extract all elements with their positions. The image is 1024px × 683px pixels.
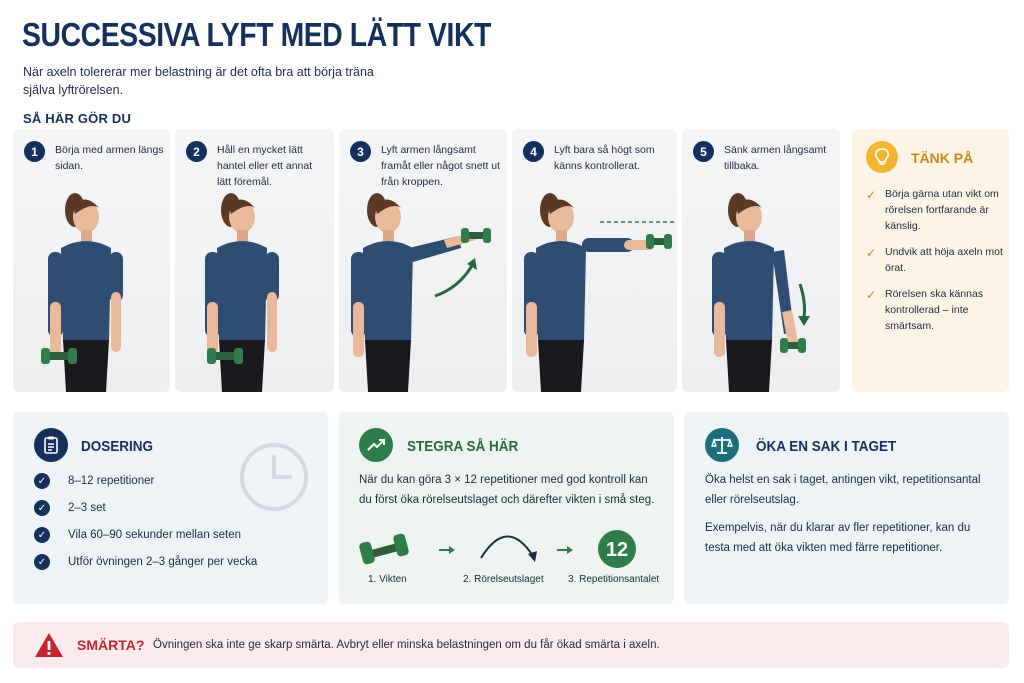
dosage-title: DOSERING: [81, 438, 154, 455]
arc-arrow-icon: [481, 536, 537, 562]
list-item: ✓ 2–3 set: [34, 500, 257, 527]
pain-title: SMÄRTA?: [77, 637, 145, 653]
caption-reps: 3. Repetitionsantalet: [568, 574, 660, 585]
progression-title: STEGRA SÅ HÄR: [407, 438, 519, 455]
person-lowering-arm-figure: [682, 192, 840, 392]
one-thing-title: ÖKA EN SAK I TAGET: [756, 438, 897, 455]
list-item: ✓ Börja gärna utan vikt om rörelsen fortfarande är känslig.: [866, 188, 999, 232]
intro-text: När axeln tolererar mer belastning är det ofta bra att börja träna själva lyftrörelsen.: [23, 65, 374, 97]
tips-title: TÄNK PÅ: [911, 150, 974, 166]
one-thing-paragraph-1: Öka helst en sak i taget, antingen vikt, repetitionsantal eller rörelseutslag.: [705, 474, 981, 506]
section-label: SÅ HÄR GÖR DU: [23, 111, 132, 126]
tips-list: [866, 186, 1004, 344]
scale-icon: [705, 428, 739, 462]
warning-icon: [34, 632, 64, 658]
list-item: ✓ Undvik att höja axeln mot örat.: [866, 246, 1003, 274]
step-number: 4: [523, 141, 544, 162]
step-number: 2: [186, 141, 207, 162]
person-holding-dumbbell-figure: [175, 192, 334, 392]
clipboard-icon: [34, 428, 68, 462]
tips-panel: [852, 129, 1009, 392]
check-icon: ✓: [34, 500, 50, 516]
list-item: ✓ Rörelsen ska kännas kontrollerad – inte smärtsam.: [866, 288, 984, 332]
step-card-1: [13, 129, 170, 392]
step-number: 3: [350, 141, 371, 162]
step-text: Börja med armen längs sidan.: [55, 144, 164, 172]
caption-weight: 1. Vikten: [368, 574, 407, 585]
person-arm-horizontal-figure: [512, 192, 677, 392]
progression-text: När du kan göra 3 × 12 repetitioner med god kontroll kan du först öka rörelseutslaget och därefter vikten i små steg.: [359, 474, 655, 506]
dosage-list: [34, 473, 257, 581]
pain-warning-banner: [13, 622, 1009, 668]
step-card-2: [175, 129, 334, 392]
dosage-panel: [13, 412, 328, 604]
step-text: Håll en mycket lätt hantel eller ett annat lätt föremål.: [217, 144, 313, 188]
list-item: ✓ Vila 60–90 sekunder mellan seten: [34, 527, 257, 554]
check-icon: ✓: [866, 246, 877, 260]
list-item: ✓ Utför övningen 2–3 gånger per vecka: [34, 554, 257, 581]
person-lifting-arm-figure: [339, 192, 507, 392]
step-number: 1: [24, 141, 45, 162]
one-thing-panel: [684, 412, 1009, 604]
progression-panel: [339, 412, 674, 604]
check-icon: ✓: [866, 188, 877, 202]
repetition-badge-number: 12: [605, 539, 629, 561]
dumbbell-icon: [358, 533, 409, 565]
pain-text: Övningen ska inte ge skarp smärta. Avbryt eller minska belastningen om du får ökad smärta i axeln.: [153, 639, 660, 651]
arrow-right-icon: [439, 546, 455, 554]
step-text: Lyft bara så högt som känns kontrollerat.: [554, 144, 655, 172]
step-number: 5: [693, 141, 714, 162]
check-icon: ✓: [34, 554, 50, 570]
check-icon: ✓: [34, 473, 50, 489]
person-arm-down-figure: [13, 192, 170, 392]
list-item: ✓ 8–12 repetitioner: [34, 473, 257, 500]
step-card-5: [682, 129, 840, 392]
one-thing-paragraph-2: Exempelvis, när du klarar av fler repetitioner, kan du testa med att öka vikten med färre repetitioner.: [705, 522, 971, 554]
page-title: SUCCESSIVA LYFT MED LÄTT VIKT: [22, 16, 491, 53]
check-icon: ✓: [866, 288, 877, 302]
check-icon: ✓: [34, 527, 50, 543]
caption-range: 2. Rörelseutslaget: [463, 574, 544, 585]
trending-up-icon: [359, 428, 393, 462]
step-text: Sänk armen långsamt tillbaka.: [724, 144, 827, 172]
progression-sequence: [339, 530, 674, 600]
lightbulb-icon: [866, 141, 898, 173]
step-card-3: [339, 129, 507, 392]
step-card-4: [512, 129, 677, 392]
arrow-right-icon: [557, 546, 573, 554]
step-text: Lyft armen långsamt framåt eller något snett ut från kroppen.: [381, 144, 501, 188]
